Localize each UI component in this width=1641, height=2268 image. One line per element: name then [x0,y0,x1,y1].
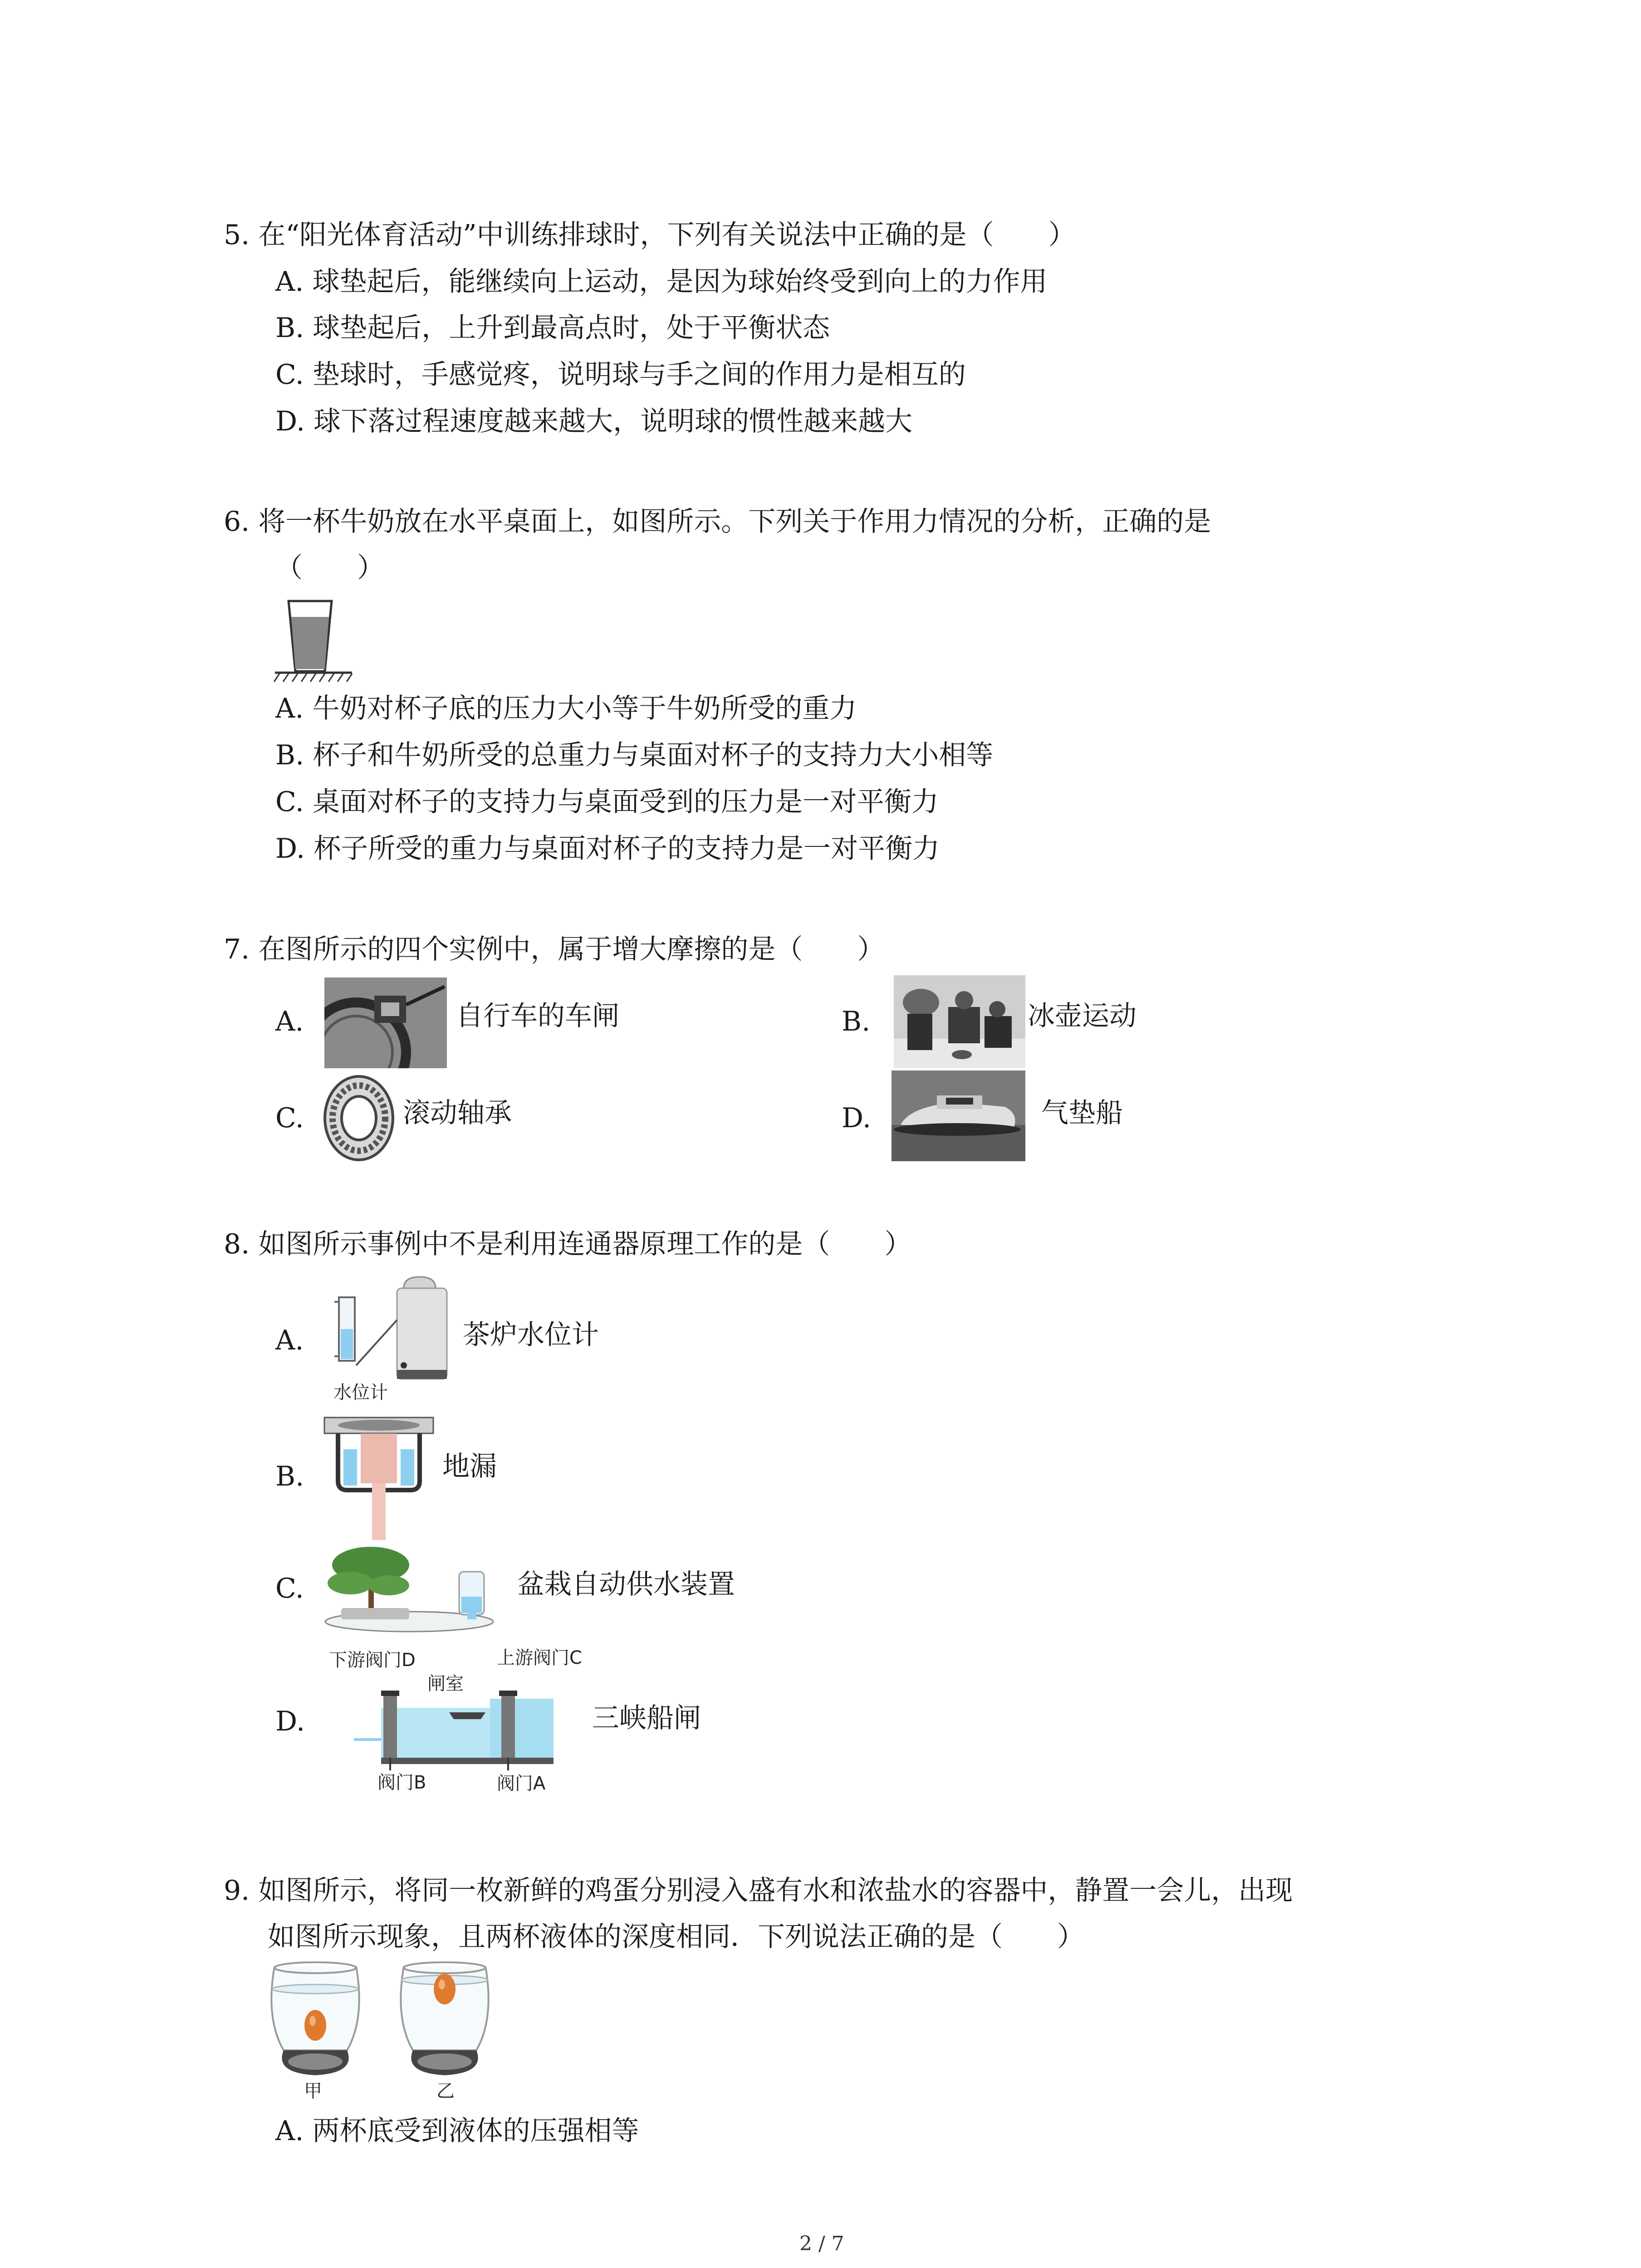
hovercraft-photo [892,1070,1025,1161]
q8-letter-c: C. [275,1573,304,1604]
page-number: 2 / 7 [799,2232,844,2255]
q5-option-a: A. 球垫起后，能继续向上运动，是因为球始终受到向上的力作用 [275,266,1048,298]
q8-label-d: 三峡船闸 [592,1702,701,1734]
q6-option-a: A. 牛奶对杯子底的压力大小等于牛奶所受的重力 [275,693,857,724]
q5-option-c: C. 垫球时，手感觉疼，说明球与手之间的作用力是相互的 [275,359,966,391]
q8-label-a: 茶炉水位计 [463,1319,599,1351]
curling-photo [894,975,1025,1068]
rolling-bearing-photo [320,1073,397,1163]
q5-option-d: D. 球下落过程速度越来越大，说明球的惯性越来越大 [275,406,913,437]
q8-fig-d-valve-a: 阀门A [497,1773,546,1794]
q8-fig-d-upstream: 上游阀门C [497,1647,582,1668]
q5-stem: 5. 在“阳光体育活动”中训练排球时，下列有关说法中正确的是（ ） [224,219,1076,251]
q7-label-d: 气垫船 [1041,1097,1123,1129]
bonsai-watering-figure [323,1538,502,1642]
q9-fig-label-yi: 乙 [436,2081,455,2102]
q6-stem: 6. 将一杯牛奶放在水平桌面上，如图所示。下列关于作用力情况的分析，正确的是 [224,506,1211,538]
q6-option-b: B. 杯子和牛奶所受的总重力与桌面对杯子的支持力大小相等 [275,739,994,771]
q8-letter-a: A. [275,1325,304,1356]
q7-letter-d: D. [842,1102,872,1134]
q8-letter-d: D. [275,1706,305,1737]
q6-option-c: C. 桌面对杯子的支持力与桌面受到的压力是一对平衡力 [275,786,939,818]
q7-letter-c: C. [275,1102,304,1134]
q7-label-b: 冰壶运动 [1028,1000,1136,1032]
q7-label-a: 自行车的车闸 [456,1000,619,1032]
q5-option-b: B. 球垫起后，上升到最高点时，处于平衡状态 [275,312,830,344]
bicycle-brake-photo [324,978,447,1068]
q9-stem: 9. 如图所示，将同一枚新鲜的鸡蛋分别浸入盛有水和浓盐水的容器中，静置一会儿，出现 [224,1875,1293,1906]
egg-glass-jia-figure [265,1960,365,2082]
q8-fig-a-caption: 水位计 [333,1382,388,1403]
q6-option-d: D. 杯子所受的重力与桌面对杯子的支持力是一对平衡力 [275,833,940,865]
q8-fig-d-valve-b: 阀门B [377,1772,426,1793]
q9-fig-label-jia: 甲 [304,2081,322,2102]
tea-boiler-gauge-figure [329,1275,458,1395]
egg-glass-yi-figure [395,1960,495,2082]
q7-letter-b: B. [842,1006,871,1037]
ship-lock-figure [354,1681,563,1771]
q8-fig-d-downstream: 下游阀门D [329,1650,416,1671]
q8-stem: 8. 如图所示事例中不是利用连通器原理工作的是（ ） [224,1228,912,1260]
q8-label-b: 地漏 [442,1451,497,1482]
q8-fig-d-chamber: 闸室 [427,1673,464,1694]
q7-label-c: 滚动轴承 [403,1097,512,1129]
q6-stem-bracket: （ ） [275,552,384,584]
q7-stem: 7. 在图所示的四个实例中，属于增大摩擦的是（ ） [224,934,885,965]
q7-letter-a: A. [275,1006,304,1037]
q9-stem-cont: 如图所示现象，且两杯液体的深度相同．下列说法正确的是（ ） [268,1921,1084,1953]
floor-drain-figure [320,1408,438,1540]
q8-letter-b: B. [275,1461,304,1492]
milk-cup-figure [270,596,357,687]
q8-label-c: 盆栽自动供水装置 [517,1569,735,1600]
q9-option-a: A. 两杯底受到液体的压强相等 [275,2115,639,2147]
